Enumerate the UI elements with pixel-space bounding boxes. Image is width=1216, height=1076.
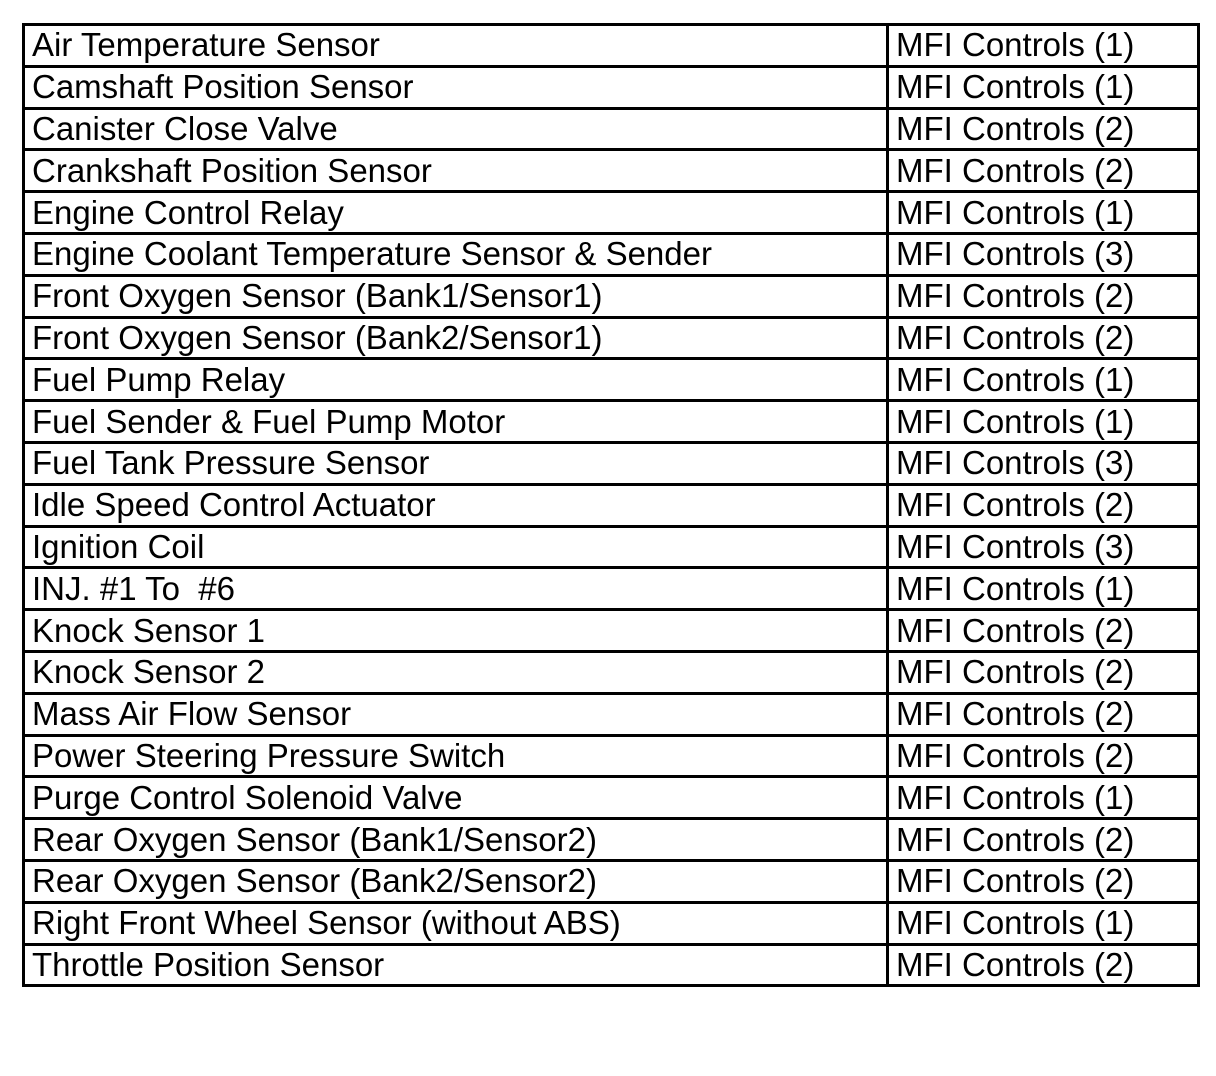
location-reference-cell: MFI Controls (1) bbox=[888, 902, 1199, 944]
table-row bbox=[24, 819, 1199, 861]
component-name-cell: Air Temperature Sensor bbox=[24, 25, 888, 67]
table-row bbox=[24, 568, 1199, 610]
location-reference-cell: MFI Controls (2) bbox=[888, 693, 1199, 735]
component-name-cell: Front Oxygen Sensor (Bank2/Sensor1) bbox=[24, 317, 888, 359]
table-row bbox=[24, 192, 1199, 234]
component-name-cell: Engine Coolant Temperature Sensor & Sender bbox=[24, 233, 888, 275]
table-row bbox=[24, 526, 1199, 568]
table-row bbox=[24, 66, 1199, 108]
location-reference-cell: MFI Controls (1) bbox=[888, 777, 1199, 819]
table-row bbox=[24, 735, 1199, 777]
component-name-cell: INJ. #1 To #6 bbox=[24, 568, 888, 610]
component-name-cell: Fuel Tank Pressure Sensor bbox=[24, 442, 888, 484]
table-row bbox=[24, 651, 1199, 693]
table-row bbox=[24, 693, 1199, 735]
location-reference-cell: MFI Controls (2) bbox=[888, 735, 1199, 777]
table-row bbox=[24, 902, 1199, 944]
component-name-cell: Crankshaft Position Sensor bbox=[24, 150, 888, 192]
location-reference-cell: MFI Controls (2) bbox=[888, 317, 1199, 359]
component-name-cell: Knock Sensor 1 bbox=[24, 610, 888, 652]
table-row bbox=[24, 442, 1199, 484]
location-reference-cell: MFI Controls (2) bbox=[888, 944, 1199, 986]
location-reference-cell: MFI Controls (2) bbox=[888, 275, 1199, 317]
component-name-cell: Fuel Sender & Fuel Pump Motor bbox=[24, 401, 888, 443]
location-reference-cell: MFI Controls (2) bbox=[888, 610, 1199, 652]
table-row bbox=[24, 777, 1199, 819]
component-name-cell: Canister Close Valve bbox=[24, 108, 888, 150]
table-row bbox=[24, 108, 1199, 150]
location-reference-cell: MFI Controls (2) bbox=[888, 819, 1199, 861]
location-reference-cell: MFI Controls (1) bbox=[888, 25, 1199, 67]
component-name-cell: Purge Control Solenoid Valve bbox=[24, 777, 888, 819]
location-reference-cell: MFI Controls (3) bbox=[888, 526, 1199, 568]
component-name-cell: Right Front Wheel Sensor (without ABS) bbox=[24, 902, 888, 944]
component-name-cell: Fuel Pump Relay bbox=[24, 359, 888, 401]
component-name-cell: Mass Air Flow Sensor bbox=[24, 693, 888, 735]
table-row bbox=[24, 484, 1199, 526]
component-name-cell: Engine Control Relay bbox=[24, 192, 888, 234]
location-reference-cell: MFI Controls (1) bbox=[888, 359, 1199, 401]
table-row bbox=[24, 610, 1199, 652]
component-name-cell: Front Oxygen Sensor (Bank1/Sensor1) bbox=[24, 275, 888, 317]
location-reference-cell: MFI Controls (1) bbox=[888, 401, 1199, 443]
location-reference-cell: MFI Controls (3) bbox=[888, 233, 1199, 275]
table-row bbox=[24, 860, 1199, 902]
location-reference-cell: MFI Controls (1) bbox=[888, 568, 1199, 610]
location-reference-cell: MFI Controls (2) bbox=[888, 860, 1199, 902]
table-row bbox=[24, 944, 1199, 986]
location-reference-cell: MFI Controls (2) bbox=[888, 651, 1199, 693]
table-row bbox=[24, 25, 1199, 67]
table-row bbox=[24, 150, 1199, 192]
table-row bbox=[24, 359, 1199, 401]
table-row bbox=[24, 275, 1199, 317]
location-reference-cell: MFI Controls (2) bbox=[888, 108, 1199, 150]
component-location-table bbox=[22, 23, 1200, 987]
table-body bbox=[24, 25, 1199, 986]
location-reference-cell: MFI Controls (1) bbox=[888, 192, 1199, 234]
location-reference-cell: MFI Controls (2) bbox=[888, 484, 1199, 526]
table-row bbox=[24, 233, 1199, 275]
component-name-cell: Throttle Position Sensor bbox=[24, 944, 888, 986]
component-name-cell: Camshaft Position Sensor bbox=[24, 66, 888, 108]
component-name-cell: Idle Speed Control Actuator bbox=[24, 484, 888, 526]
component-name-cell: Rear Oxygen Sensor (Bank2/Sensor2) bbox=[24, 860, 888, 902]
location-reference-cell: MFI Controls (3) bbox=[888, 442, 1199, 484]
component-name-cell: Ignition Coil bbox=[24, 526, 888, 568]
component-name-cell: Power Steering Pressure Switch bbox=[24, 735, 888, 777]
location-reference-cell: MFI Controls (1) bbox=[888, 66, 1199, 108]
component-name-cell: Knock Sensor 2 bbox=[24, 651, 888, 693]
location-reference-cell: MFI Controls (2) bbox=[888, 150, 1199, 192]
table-row bbox=[24, 401, 1199, 443]
table-row bbox=[24, 317, 1199, 359]
component-name-cell: Rear Oxygen Sensor (Bank1/Sensor2) bbox=[24, 819, 888, 861]
